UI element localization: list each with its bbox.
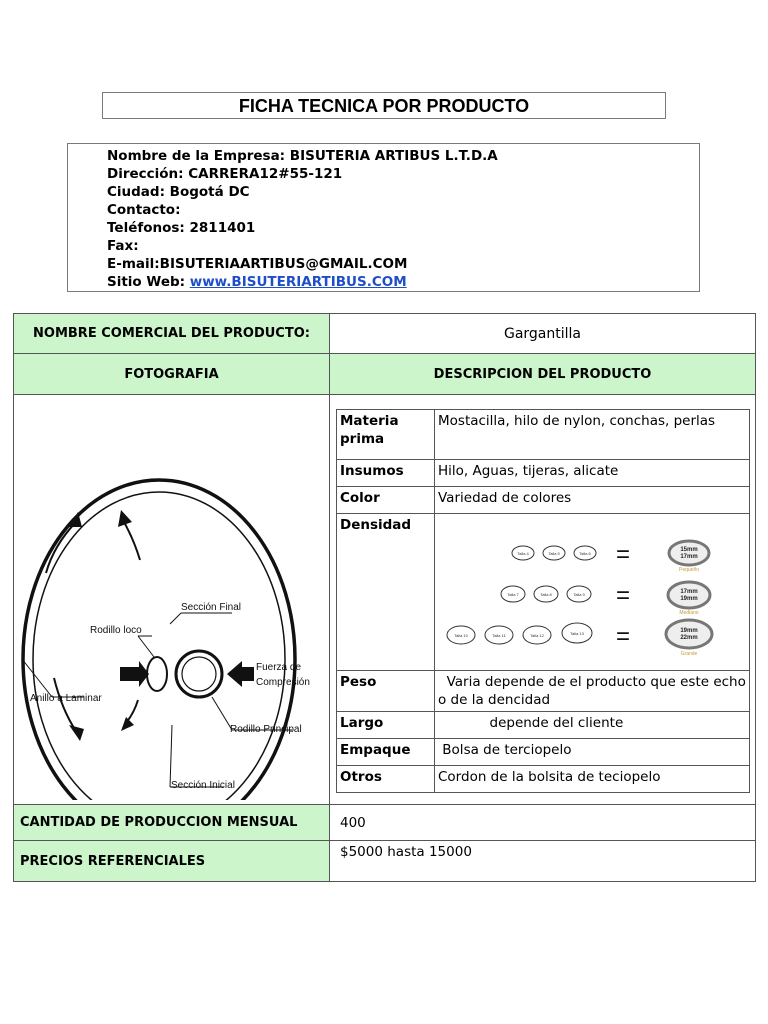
desc-value: Variedad de colores — [435, 487, 750, 514]
prices-label: PRECIOS REFERENCIALES — [14, 841, 330, 882]
company-info — [67, 143, 700, 292]
size-label: Talla 10 — [454, 633, 468, 638]
ring-size-top: 17mm — [680, 589, 698, 595]
desc-key: Largo — [337, 712, 435, 739]
label-rodillo-principal: Rodillo Principal — [230, 724, 302, 735]
size-label: Talla 8 — [540, 592, 552, 597]
label-fuerza-1: Fuerza de — [256, 662, 302, 673]
desc-value-image — [435, 514, 750, 671]
label-rodillo-loco: Rodillo loco — [90, 625, 142, 636]
equals-sign: = — [615, 541, 631, 568]
desc-key: Empaque — [337, 739, 435, 766]
ring-size-name: Grande — [680, 651, 698, 657]
size-label: Talla 5 — [548, 551, 560, 556]
prices-value: $5000 hasta 15000 — [330, 841, 756, 882]
equals-sign: = — [615, 582, 631, 609]
desc-key: Insumos — [337, 460, 435, 487]
page-title: FICHA TECNICA POR PRODUCTO — [102, 92, 666, 119]
desc-value: Mostacilla, hilo de nylon, conchas, perlas — [435, 410, 750, 460]
equals-sign: = — [615, 623, 631, 650]
company-city: Ciudad: Bogotá DC — [107, 184, 250, 200]
desc-row-insumos — [337, 460, 750, 487]
desc-key: Otros — [337, 766, 435, 793]
monthly-production-label: CANTIDAD DE PRODUCCION MENSUAL — [14, 805, 330, 841]
photo-cell — [14, 395, 330, 805]
desc-key: Color — [337, 487, 435, 514]
desc-row-color — [337, 487, 750, 514]
company-web-label: Sitio Web: — [107, 274, 190, 290]
desc-row-peso — [337, 671, 750, 712]
label-seccion-final: Sección Final — [181, 602, 242, 613]
desc-value: depende del cliente — [435, 712, 750, 739]
size-label: Talla 6 — [579, 551, 591, 556]
label-fuerza-2: Compresión — [256, 677, 310, 688]
company-name: Nombre de la Empresa: BISUTERIA ARTIBUS L.T.D.A — [107, 148, 498, 164]
desc-key: Materia prima — [337, 410, 435, 460]
ring-size-name: Pequeño — [678, 567, 700, 573]
company-contact: Contacto: — [107, 202, 181, 218]
monthly-production-value: 400 — [330, 805, 756, 841]
company-web-link[interactable]: www.BISUTERIARTIBUS.COM — [189, 274, 407, 290]
description-header: DESCRIPCION DEL PRODUCTO — [330, 354, 756, 395]
company-phones: Teléfonos: 2811401 — [107, 220, 256, 236]
desc-value: Varia depende de el producto que este echo o de la dencidad — [435, 671, 750, 712]
ring-size-bottom: 22mm — [680, 635, 698, 641]
size-label: Talla 12 — [530, 633, 544, 638]
desc-value: Cordon de la bolsita de teciopelo — [435, 766, 750, 793]
ring-size-name: Mediano — [679, 610, 699, 616]
ring-size-top: 15mm — [680, 547, 698, 553]
rolling-diagram — [14, 395, 328, 800]
product-name-value: Gargantilla — [330, 314, 756, 354]
product-sheet-table — [13, 313, 756, 882]
description-cell — [330, 395, 756, 805]
desc-row-largo — [337, 712, 750, 739]
company-address: Dirección: CARRERA12#55-121 — [107, 166, 343, 182]
ring-size-top: 19mm — [680, 628, 698, 634]
desc-row-materia — [337, 410, 750, 460]
company-fax: Fax: — [107, 238, 139, 254]
desc-row-otros — [337, 766, 750, 793]
size-label: Talla 13 — [570, 631, 584, 636]
size-label: Talla 4 — [517, 551, 529, 556]
desc-row-empaque — [337, 739, 750, 766]
description-table — [336, 409, 750, 793]
size-label: Talla 9 — [573, 592, 585, 597]
desc-key: Peso — [337, 671, 435, 712]
company-web — [107, 273, 699, 291]
desc-key: Densidad — [337, 514, 435, 671]
company-email: E-mail:BISUTERIAARTIBUS@GMAIL.COM — [107, 256, 408, 272]
ring-size-bottom: 17mm — [680, 554, 698, 560]
label-seccion-inicial: Sección Inicial — [171, 780, 235, 791]
desc-value: Hilo, Aguas, tijeras, alicate — [435, 460, 750, 487]
desc-value: Bolsa de terciopelo — [435, 739, 750, 766]
ring-size-bottom: 19mm — [680, 596, 698, 602]
photo-header: FOTOGRAFIA — [14, 354, 330, 395]
desc-row-densidad — [337, 514, 750, 671]
size-label: Talla 7 — [507, 592, 519, 597]
ring-sizes-image — [435, 514, 745, 669]
product-name-label: NOMBRE COMERCIAL DEL PRODUCTO: — [14, 314, 330, 354]
size-label: Talla 11 — [492, 633, 506, 638]
label-anillo: Anillo a Laminar — [30, 693, 102, 704]
